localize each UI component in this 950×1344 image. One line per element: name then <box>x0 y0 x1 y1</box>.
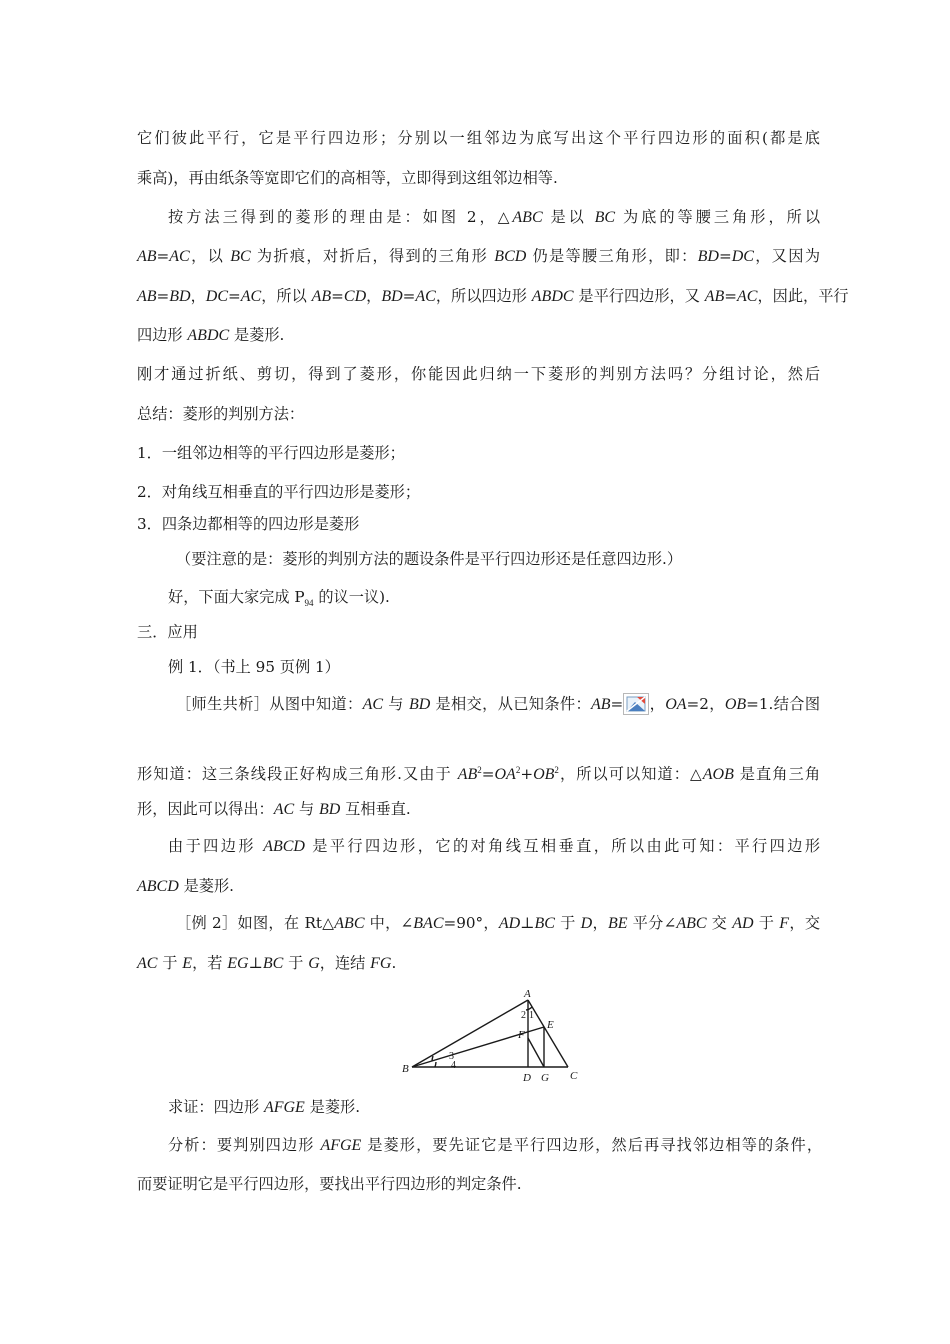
section-heading: 三．应用 <box>137 623 198 641</box>
text-line: 按方法三得到的菱形的理由是：如图 2，△ABC 是以 BC 为底的等腰三角形，所以 <box>168 208 821 226</box>
text-line: 总结：菱形的判别方法： <box>137 405 305 423</box>
text-line: AB=BD，DC=AC，所以 AB=CD，BD=AC，所以四边形 ABDC 是平行四边形，又 AB=AC，因此，平行 <box>137 287 849 305</box>
text-line: AC 于 E，若 EG⊥BC 于 G，连结 FG. <box>137 954 397 972</box>
list-item: 3．四条边都相等的四边形是菱形 <box>137 515 360 533</box>
text-line: 刚才通过折纸、剪切，得到了菱形，你能因此归纳一下菱形的判别方法吗？分组讨论，然后 <box>137 365 820 383</box>
segment-ac <box>528 1000 568 1067</box>
text-line: 四边形 ABDC 是菱形. <box>137 326 285 344</box>
label-e: E <box>547 1019 554 1031</box>
segment-fg <box>528 1038 544 1067</box>
label-3: 3 <box>449 1051 454 1062</box>
text-line: ［师生共析］从图中知道：AC 与 BD 是相交，从已知条件：AB= ，OA=2，OB=1.结合图 <box>176 695 821 713</box>
list-item: 1．一组邻边相等的平行四边形是菱形； <box>137 444 405 462</box>
list-item: 2．对角线互相垂直的平行四边形是菱形； <box>137 483 421 501</box>
note-text: （要注意的是：菱形的判别方法的题设条件是平行四边形还是任意四边形.） <box>176 550 683 568</box>
example-title: 例 1．（书上 95 页例 1） <box>168 658 340 676</box>
text-line: 好，下面大家完成 $P_{94}$ 的议一议). <box>168 588 390 609</box>
text-line: 形知道：这三条线段正好构成三角形.又由于 $AB^2=OA^2+OB^2$，所以可以知道：△AOB 是直角三角 <box>137 765 821 784</box>
label-1: 1 <box>529 1010 534 1021</box>
text-line: 由于四边形 ABCD 是平行四边形，它的对角线互相垂直，所以由此可知：平行四边形 <box>168 837 821 855</box>
text-line: 乘高)，再由纸条等宽即它们的高相等，立即得到这组邻边相等. <box>137 169 558 187</box>
text-line: ［例 2］如图，在 Rt△ABC 中，∠BAC=90°，AD⊥BC 于 D，BE 平分∠ABC 交 AD 于 F，交 <box>176 914 821 932</box>
triangle-figure <box>402 986 584 1086</box>
text-line: 分析：要判别四边形 AFGE 是菱形，要先证它是平行四边形，然后再寻找邻边相等的条件， <box>168 1136 823 1154</box>
label-4: 4 <box>451 1060 456 1071</box>
text-line: 求证：四边形 AFGE 是菱形. <box>168 1098 361 1116</box>
text-line: 而要证明它是平行四边形，要找出平行四边形的判定条件. <box>137 1175 522 1193</box>
text-line: AB=AC，以 BC 为折痕，对折后，得到的三角形 BCD 仍是等腰三角形，即：BD=DC，又因为 <box>137 247 821 265</box>
text-line: ABCD 是菱形. <box>137 877 234 895</box>
label-2: 2 <box>521 1010 526 1021</box>
label-c: C <box>570 1070 578 1082</box>
label-b: B <box>402 1063 409 1075</box>
label-d: D <box>523 1072 531 1084</box>
text-line: 形，因此可以得出：AC 与 BD 互相垂直. <box>137 800 411 818</box>
label-a: A <box>524 988 531 1000</box>
label-g: G <box>541 1072 549 1084</box>
angle-arc-4 <box>435 1062 436 1067</box>
text-line: 它们彼此平行，它是平行四边形；分别以一组邻边为底写出这个平行四边形的面积(都是底 <box>137 129 820 147</box>
label-f: F <box>518 1029 525 1041</box>
broken-image-icon <box>623 693 649 715</box>
segment-ba <box>412 1000 528 1067</box>
